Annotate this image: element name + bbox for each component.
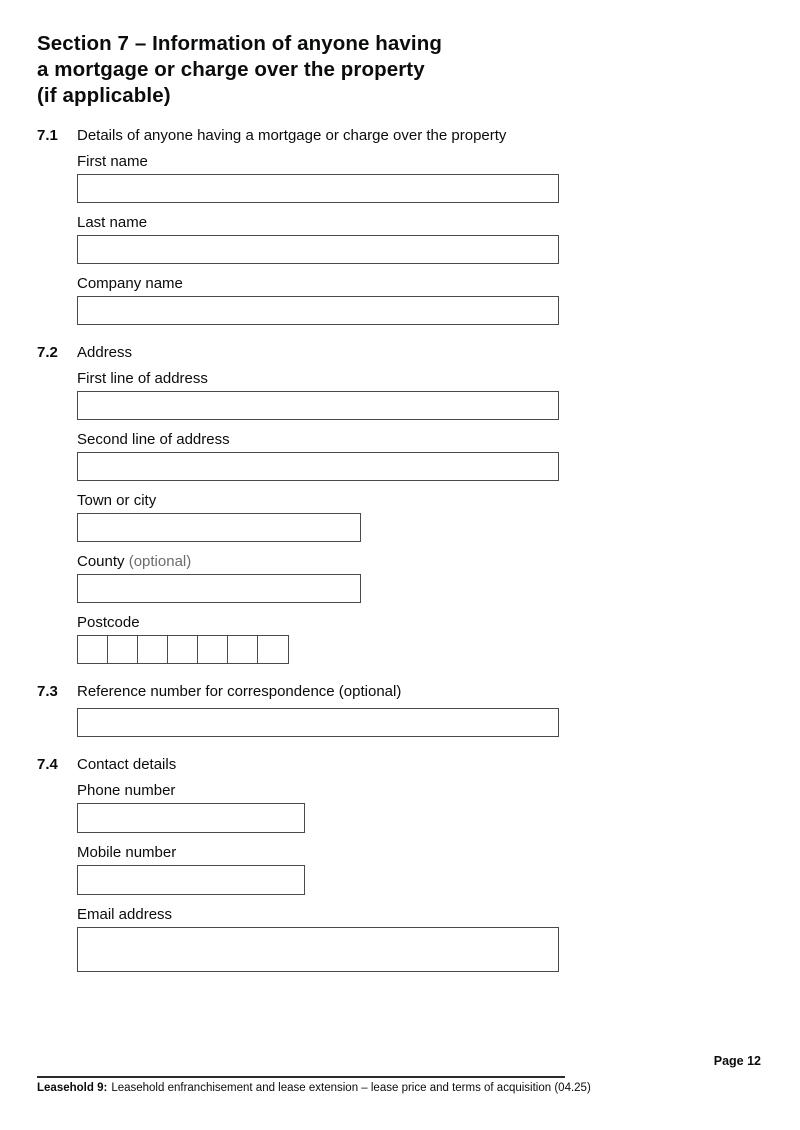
email-field-group [77, 905, 800, 972]
postcode-cell-7[interactable] [257, 635, 289, 664]
postcode-field-group [77, 613, 800, 664]
first-name-label: First name [77, 153, 148, 170]
postcode-cell-2[interactable] [107, 635, 139, 664]
company-name-label: Company name [77, 275, 183, 292]
address-line2-field-group [77, 430, 800, 481]
question-7-2-body [77, 343, 800, 664]
town-label: Town or city [77, 492, 157, 509]
question-7-2 [37, 343, 800, 664]
postcode-cell-5[interactable] [197, 635, 229, 664]
last-name-input[interactable] [77, 235, 559, 264]
page-number: Page 12 [713, 1054, 761, 1068]
question-7-4-number: 7.4 [37, 756, 58, 773]
phone-field-group [77, 781, 800, 833]
mobile-field-group [77, 843, 800, 895]
last-name-field-group [77, 213, 800, 264]
postcode-cell-3[interactable] [137, 635, 169, 664]
county-input[interactable] [77, 574, 361, 603]
question-7-1-body [77, 126, 800, 325]
question-7-2-label: Address [77, 344, 133, 361]
reference-number-input[interactable] [77, 708, 559, 737]
question-7-3 [37, 682, 800, 737]
section-title-line-3: (if applicable) [37, 84, 171, 107]
footer-divider [37, 1076, 565, 1078]
company-name-field-group [77, 274, 800, 325]
question-7-1-label: Details of anyone having a mortgage or charge over the property [77, 127, 507, 144]
footer-form-description: Leasehold enfranchisement and lease extension – lease price and terms of acquisition (04.25) [111, 1082, 591, 1094]
first-name-field-group [77, 152, 800, 203]
question-7-3-number: 7.3 [37, 683, 58, 700]
email-address-input[interactable] [77, 927, 559, 972]
section-title [37, 31, 800, 109]
county-optional-hint: (optional) [128, 553, 192, 570]
phone-label: Phone number [77, 782, 176, 799]
address-line2-input[interactable] [77, 452, 559, 481]
question-7-1-number: 7.1 [37, 127, 58, 144]
postcode-cells [77, 635, 800, 664]
county-label-text: County [77, 553, 125, 570]
first-name-input[interactable] [77, 174, 559, 203]
reference-field-group [77, 708, 800, 737]
section-title-line-1: Section 7 – Information of anyone having [37, 32, 442, 55]
footer-text [37, 1081, 591, 1095]
question-7-1 [37, 126, 800, 325]
mobile-number-input[interactable] [77, 865, 305, 895]
question-7-4-body [77, 755, 800, 972]
town-input[interactable] [77, 513, 361, 542]
question-7-4 [37, 755, 800, 972]
address-line1-label: First line of address [77, 370, 208, 387]
email-label: Email address [77, 906, 173, 923]
section-title-line-2: a mortgage or charge over the property [37, 58, 425, 81]
postcode-cell-1[interactable] [77, 635, 109, 664]
address-line1-field-group [77, 369, 800, 420]
postcode-label: Postcode [77, 614, 140, 631]
question-7-4-label: Contact details [77, 756, 177, 773]
county-label [77, 552, 800, 571]
company-name-input[interactable] [77, 296, 559, 325]
postcode-cell-6[interactable] [227, 635, 259, 664]
mobile-label: Mobile number [77, 844, 177, 861]
postcode-cell-4[interactable] [167, 635, 199, 664]
question-7-2-number: 7.2 [37, 344, 58, 361]
town-field-group [77, 491, 800, 542]
address-line1-input[interactable] [77, 391, 559, 420]
address-line2-label: Second line of address [77, 431, 230, 448]
question-7-3-label: Reference number for correspondence (optional) [77, 683, 402, 700]
phone-number-input[interactable] [77, 803, 305, 833]
county-field-group [77, 552, 800, 603]
question-7-3-body [77, 682, 800, 737]
last-name-label: Last name [77, 214, 148, 231]
footer-form-id: Leasehold 9: [37, 1082, 108, 1094]
